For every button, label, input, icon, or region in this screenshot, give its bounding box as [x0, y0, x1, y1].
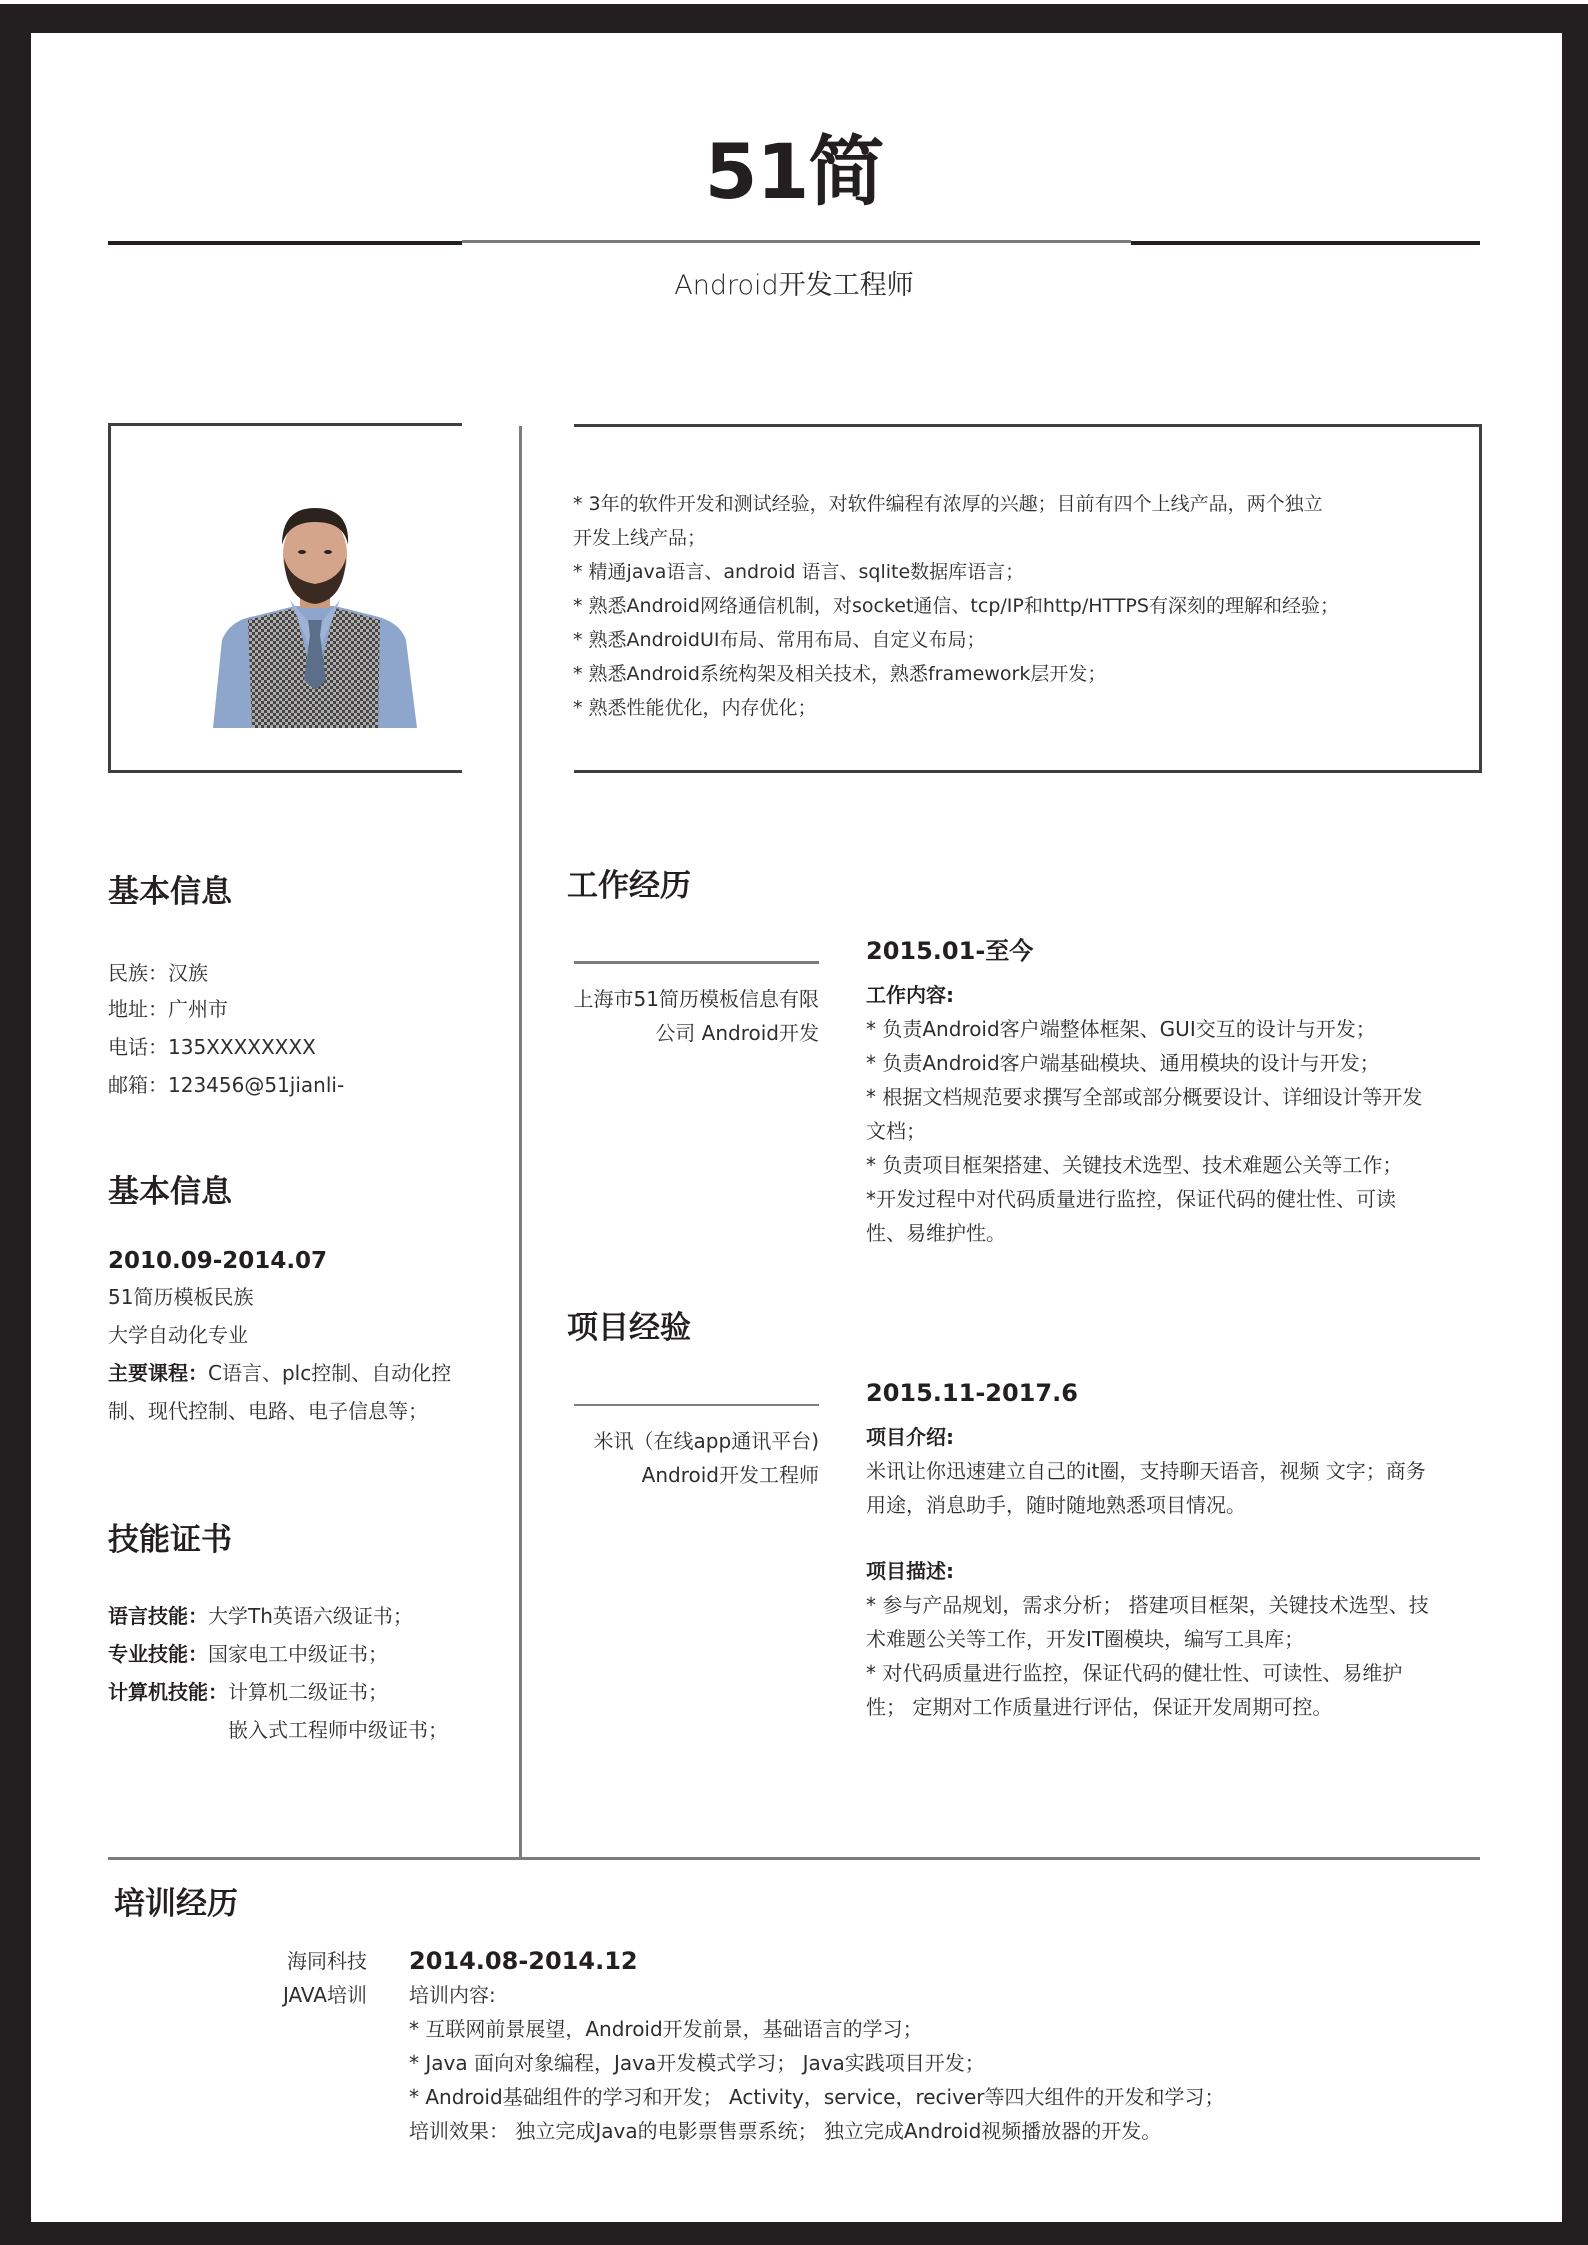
skill-item-extra: 嵌入式工程师中级证书； — [228, 1718, 448, 1742]
training-heading: 培训经历 — [114, 1886, 238, 1922]
project-organization — [540, 1424, 819, 1492]
work-heading: 工作经历 — [567, 868, 691, 904]
project-intro-label: 项目介绍: — [866, 1425, 954, 1449]
project-divider — [574, 1404, 819, 1406]
info-label: 电话： — [108, 1035, 168, 1059]
project-intro-line: 米讯让你迅速建立自己的it圈，支持聊天语音，视频 文字；商务 — [866, 1459, 1426, 1483]
summary-line: 开发上线产品； — [573, 527, 707, 549]
person-portrait-icon — [210, 500, 420, 728]
training-line: * Android基础组件的学习和开发； Activity，service，reciver等四大组件的开发和学习； — [409, 2085, 1225, 2109]
page-frame-right — [1562, 4, 1588, 2245]
project-details — [866, 1376, 1466, 1724]
training-line: * Java 面向对象编程，Java开发模式学习； Java实践项目开发； — [409, 2051, 985, 2075]
skill-label: 专业技能： — [108, 1642, 208, 1666]
work-line: *开发过程中对代码质量进行监控，保证代码的健壮性、可读 — [866, 1187, 1396, 1211]
education-school: 51简历模板民族 — [108, 1285, 254, 1309]
education-courses — [108, 1354, 508, 1392]
training-organization — [230, 1944, 367, 2012]
work-content-label: 工作内容: — [866, 983, 954, 1007]
work-line: * 负责Android客户端整体框架、GUI交互的设计与开发； — [866, 1017, 1376, 1041]
summary-line: * 3年的软件开发和测试经验，对软件编程有浓厚的兴趣；目前有四个上线产品，两个独立 — [573, 493, 1323, 515]
page-frame-bottom — [0, 2222, 1588, 2245]
project-intro-line: 用途，消息助手，随时随地熟悉项目情况。 — [866, 1493, 1246, 1517]
basic-info-item — [108, 1067, 344, 1103]
work-role: 公司 Android开发 — [655, 1021, 819, 1045]
header-divider-left — [108, 241, 462, 245]
summary-line: * 熟悉性能优化，内存优化； — [573, 697, 817, 719]
skill-label: 语言技能： — [108, 1604, 208, 1628]
training-company: 海同科技 — [287, 1949, 367, 1973]
summary-text — [573, 487, 1453, 725]
education-block — [108, 1244, 508, 1430]
education-major: 大学自动化专业 — [108, 1323, 248, 1347]
summary-box-bottom — [574, 770, 1482, 773]
resume-name: 51简 — [704, 127, 884, 216]
training-line: * 互联网前景展望，Android开发前景，基础语言的学习； — [409, 2017, 923, 2041]
summary-box-right — [1479, 424, 1482, 773]
info-label: 地址： — [108, 997, 168, 1021]
info-label: 民族： — [108, 961, 168, 985]
project-desc-line: * 参与产品规划，需求分析； 搭建项目框架，关键技术选型、技 — [866, 1593, 1429, 1617]
project-heading: 项目经验 — [567, 1310, 691, 1346]
job-title: Android开发工程师 — [674, 270, 914, 301]
info-value: 广州市 — [168, 997, 228, 1021]
work-line: * 负责项目框架搭建、关键技术选型、技术难题公关等工作； — [866, 1153, 1403, 1177]
basic-info-heading: 基本信息 — [108, 874, 232, 910]
summary-line: * 熟悉AndroidUI布局、常用布局、自定义布局； — [573, 629, 986, 651]
courses-label: 主要课程： — [108, 1361, 208, 1385]
page-frame-top — [0, 4, 1588, 33]
info-value: 123456@51jianli- — [168, 1073, 345, 1097]
summary-line: * 精通java语言、android 语言、sqlite数据库语言； — [573, 561, 1025, 583]
photo-box-left — [108, 423, 111, 773]
basic-info-item — [108, 1029, 344, 1065]
summary-line: * 熟悉Android系统构架及相关技术，熟悉framework层开发； — [573, 663, 1107, 685]
project-desc-label: 项目描述: — [866, 1559, 954, 1583]
basic-info-item — [108, 991, 344, 1027]
skills-heading: 技能证书 — [108, 1522, 232, 1558]
skill-value: 大学Th英语六级证书； — [208, 1604, 413, 1628]
column-divider — [519, 426, 522, 1858]
profile-photo — [210, 500, 420, 728]
info-value: 135XXXXXXXX — [168, 1035, 316, 1059]
education-date: 2010.09-2014.07 — [108, 1248, 328, 1274]
work-organization — [540, 982, 819, 1050]
page-frame-left — [0, 4, 31, 2245]
project-role: Android开发工程师 — [641, 1463, 819, 1487]
courses-value: C语言、plc控制、自动化控 — [208, 1361, 452, 1385]
work-line: * 根据文档规范要求撰写全部或部分概要设计、详细设计等开发 — [866, 1085, 1423, 1109]
skill-value: 国家电工中级证书； — [208, 1642, 388, 1666]
skill-label: 计算机技能： — [108, 1680, 228, 1704]
training-separator — [108, 1857, 1480, 1860]
skills-list — [108, 1597, 448, 1749]
training-date: 2014.08-2014.12 — [409, 1947, 638, 1975]
work-company: 上海市51简历模板信息有限 — [573, 987, 819, 1011]
skill-value: 计算机二级证书； — [228, 1680, 388, 1704]
skill-item — [108, 1635, 448, 1673]
work-line: * 负责Android客户端基础模块、通用模块的设计与开发； — [866, 1051, 1380, 1075]
education-courses-cont: 制、现代控制、电路、电子信息等； — [108, 1399, 428, 1423]
info-value: 汉族 — [168, 961, 208, 985]
photo-box-bottom — [108, 770, 462, 773]
project-desc-line: * 对代码质量进行监控，保证代码的健壮性、可读性、易维护 — [866, 1661, 1403, 1685]
work-divider — [574, 961, 819, 964]
basic-info-item — [108, 955, 344, 991]
training-details — [409, 1944, 1469, 2148]
header-divider-center — [462, 240, 1131, 243]
photo-box-top — [108, 423, 462, 426]
work-line: 性、易维护性。 — [866, 1221, 1006, 1245]
header-divider-right — [1131, 241, 1480, 245]
project-desc-line: 性； 定期对工作质量进行评估，保证开发周期可控。 — [866, 1695, 1333, 1719]
info-label: 邮箱： — [108, 1073, 168, 1097]
project-date: 2015.11-2017.6 — [866, 1379, 1078, 1407]
skill-item — [108, 1673, 448, 1711]
basic-info-list — [108, 955, 344, 1103]
training-course: JAVA培训 — [282, 1983, 367, 2007]
education-heading: 基本信息 — [108, 1174, 232, 1210]
skill-item — [108, 1597, 448, 1635]
work-date: 2015.01-至今 — [866, 937, 1034, 965]
work-details — [866, 934, 1466, 1250]
summary-line: * 熟悉Android网络通信机制，对socket通信、tcp/IP和http/HTTPS有深刻的理解和经验； — [573, 595, 1339, 617]
training-line: 培训效果： 独立完成Java的电影票售票系统； 独立完成Android视频播放器的开发。 — [409, 2119, 1162, 2143]
work-line: 文档； — [866, 1119, 926, 1143]
project-name: 米讯（在线app通讯平台) — [593, 1429, 819, 1453]
training-content-label: 培训内容: — [409, 1983, 496, 2007]
project-desc-line: 术难题公关等工作，开发IT圈模块，编写工具库； — [866, 1627, 1305, 1651]
summary-box-top — [574, 424, 1482, 427]
